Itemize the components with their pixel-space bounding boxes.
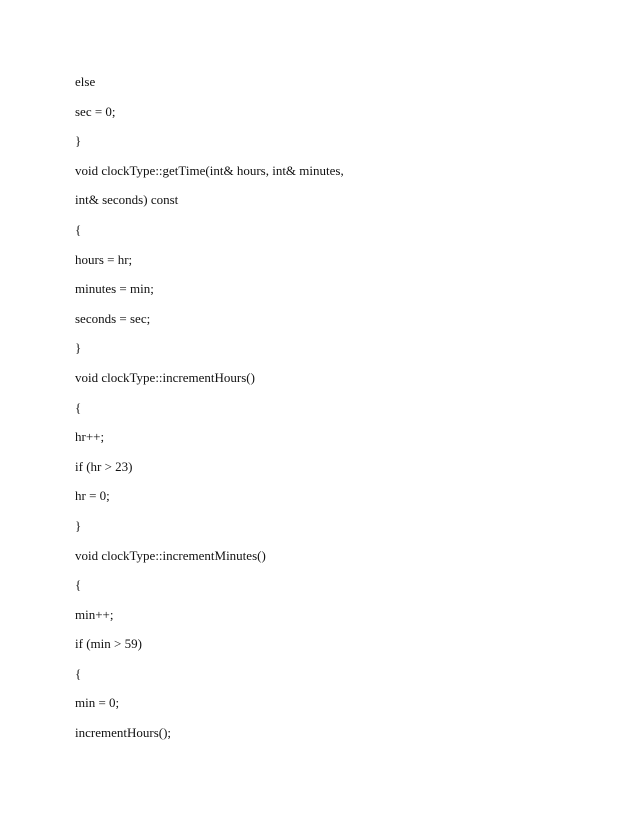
code-line: {: [75, 577, 82, 593]
code-line: seconds = sec;: [75, 310, 151, 326]
code-line: min++;: [75, 606, 114, 622]
code-line: }: [75, 133, 82, 149]
code-line: void clockType::incrementHours(): [75, 369, 255, 385]
code-line: incrementHours();: [75, 725, 172, 741]
code-line: sec = 0;: [75, 103, 116, 119]
code-listing: [75, 74, 344, 755]
code-line: void clockType::incrementMinutes(): [75, 547, 266, 563]
code-line: {: [75, 399, 82, 415]
code-line: hr = 0;: [75, 488, 110, 504]
code-line: if (hr > 23): [75, 458, 133, 474]
code-line: hours = hr;: [75, 251, 133, 267]
code-line: int& seconds) const: [75, 192, 179, 208]
code-line: min = 0;: [75, 695, 120, 711]
code-line: if (min > 59): [75, 636, 142, 652]
code-line: }: [75, 517, 82, 533]
code-line: minutes = min;: [75, 281, 154, 297]
code-line: }: [75, 340, 82, 356]
code-line: {: [75, 221, 82, 237]
code-line: else: [75, 74, 96, 89]
code-line: hr++;: [75, 429, 105, 445]
code-line: void clockType::getTime(int& hours, int& minutes,: [75, 162, 344, 178]
code-line: {: [75, 665, 82, 681]
